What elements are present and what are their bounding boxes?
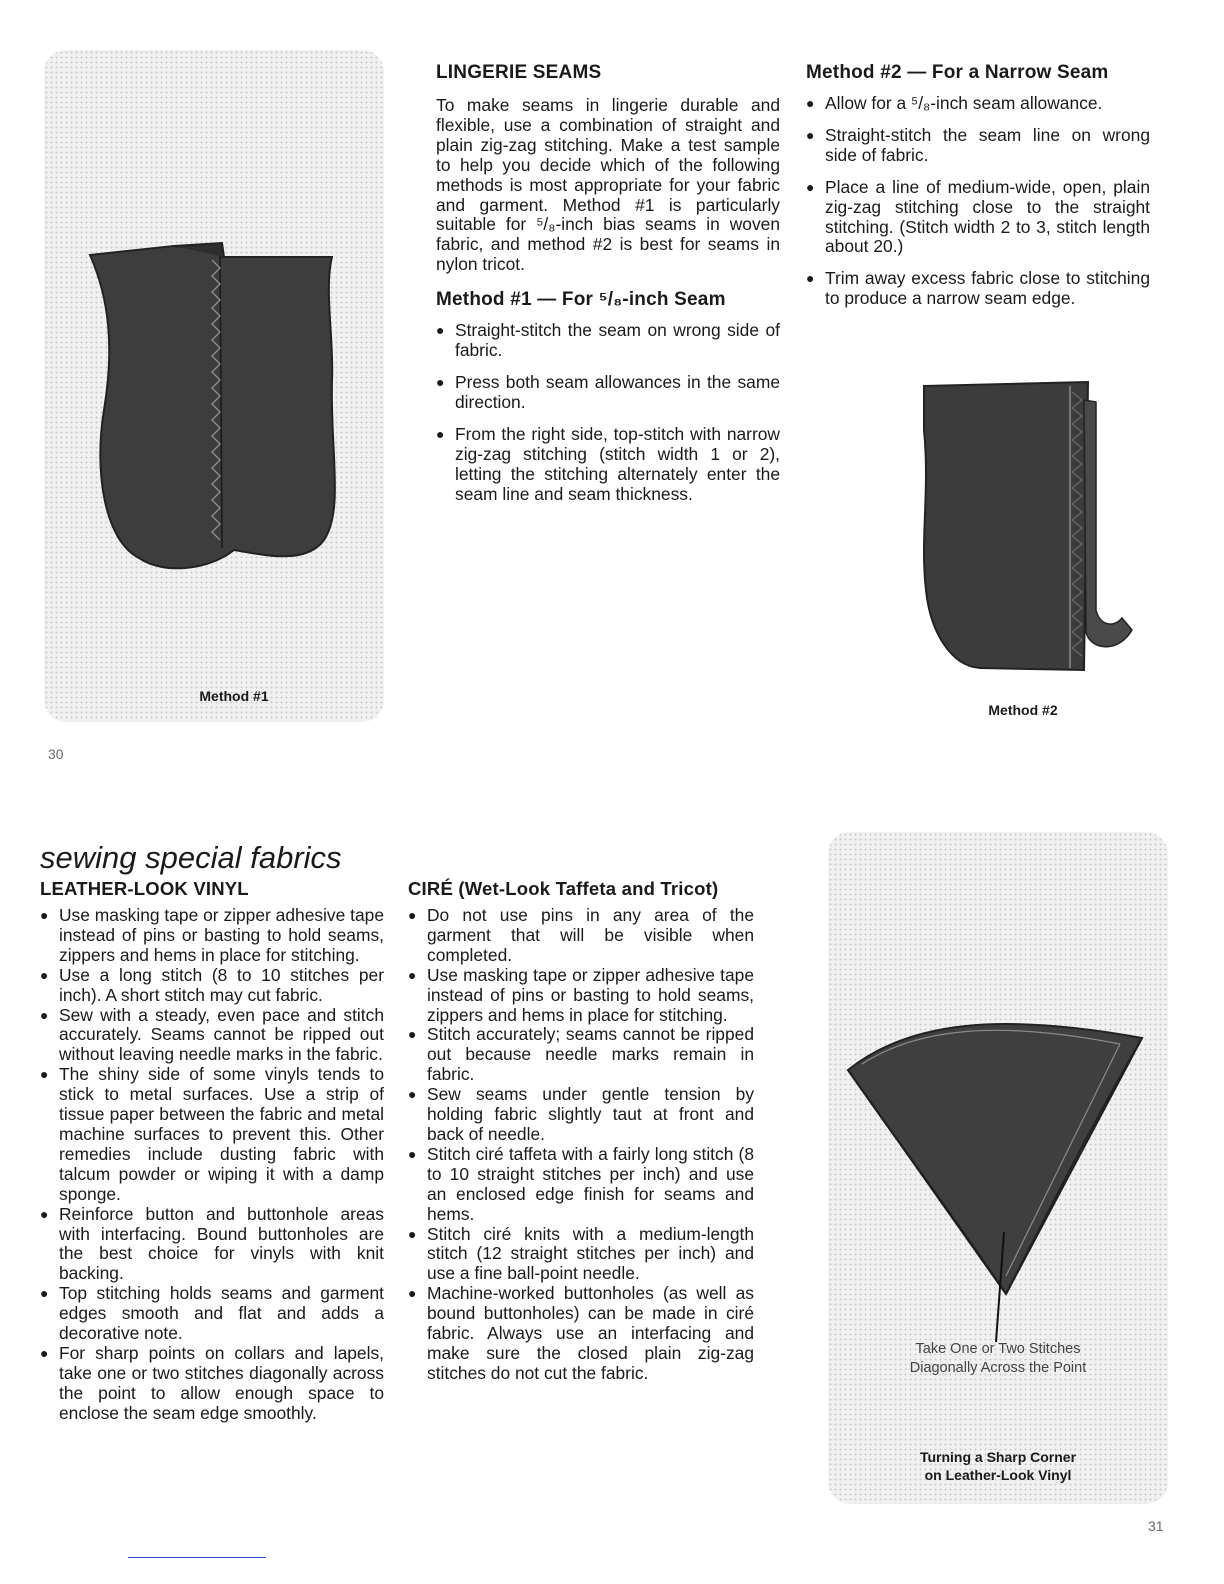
method1-heading: Method #1 — For ⁵/₈-inch Seam: [436, 289, 726, 311]
cire-section: [408, 878, 754, 1384]
method1-caption: Method #1: [199, 688, 269, 704]
page-number-30: 30: [48, 746, 64, 762]
list-item: ● Press both seam allowances in the same direction.: [436, 373, 780, 413]
list-item: ● Do not use pins in any area of the garment that will be visible when completed.: [408, 906, 754, 966]
list-item: ● Sew seams under gentle tension by holding fabric slightly taut at front and back of needle.: [408, 1085, 754, 1145]
bottom-rule: [128, 1557, 266, 1558]
list-item: ● Top stitching holds seams and garment edges smooth and flat and adds a decorative note.: [40, 1284, 384, 1344]
caption-line: on Leather-Look Vinyl: [924, 1467, 1072, 1483]
method2-fabric-illustration: [900, 370, 1150, 690]
list-item: ● From the right side, top-stitch with narrow zig-zag stitching (stitch width 1 or 2), letting the stitching alternately enter the seam line and seam thickness.: [436, 425, 780, 505]
list-item: ● Straight-stitch the seam on wrong side of fabric.: [436, 321, 780, 361]
method2-steps: [806, 94, 1150, 309]
method2-section: [806, 62, 1150, 321]
list-item: ● Reinforce button and buttonhole areas with interfacing. Bound buttonholes are the best choice for vinyls with knit backing.: [40, 1205, 384, 1285]
collar-point-illustration: [828, 832, 1168, 1504]
list-item: ● Straight-stitch the seam line on wrong side of fabric.: [806, 126, 1150, 166]
method1-steps: [436, 321, 780, 504]
list-item: ● Use masking tape or zipper adhesive tape instead of pins or basting to hold seams, zippers and hems in place for stitching.: [408, 966, 754, 1026]
list-item: ● Allow for a ⁵/₈-inch seam allowance.: [806, 94, 1150, 114]
vinyl-heading: LEATHER-LOOK VINYL: [40, 878, 249, 899]
corner-annotation: [868, 1340, 1128, 1378]
list-item: ● Sew with a steady, even pace and stitch accurately. Seams cannot be ripped out without leaving needle marks in the fabric.: [40, 1006, 384, 1066]
caption-line: Turning a Sharp Corner: [919, 1449, 1077, 1465]
page-title: sewing special fabrics: [40, 840, 342, 875]
list-item: ● Stitch ciré knits with a medium-length stitch (12 straight stitches per inch) and use a fine ball-point needle.: [408, 1225, 754, 1285]
annotation-line: Diagonally Across the Point: [909, 1360, 1087, 1376]
list-item: ● Machine-worked buttonholes (as well as bound buttonholes) can be made in ciré fabric. Always use an interfacing and make sure the closed plain zig-zag stitches do not cut the fabric.: [408, 1284, 754, 1384]
lingerie-seams-section: [436, 62, 780, 516]
sharp-corner-photo: [828, 832, 1168, 1504]
list-item: ● Use masking tape or zipper adhesive tape instead of pins or basting to hold seams, zippers and hems in place for stitching.: [40, 906, 384, 966]
list-item: ● Use a long stitch (8 to 10 stitches per inch). A short stitch may cut fabric.: [40, 966, 384, 1006]
list-item: ● The shiny side of some vinyls tends to stick to metal surfaces. Use a strip of tissue paper between the fabric and metal machine surfaces to prevent this. Other remedies include dusting fabric with talcum powder or wiping it with a damp sponge.: [40, 1065, 384, 1204]
list-item: ● Place a line of medium-wide, open, plain zig-zag stitching close to the straight stitching. (Stitch width 2 to 3, stitch length about 20.): [806, 178, 1150, 258]
list-item: ● Stitch accurately; seams cannot be ripped out because needle marks remain in fabric.: [408, 1025, 754, 1085]
cire-heading: CIRÉ (Wet-Look Taffeta and Tricot): [408, 878, 719, 899]
cire-tips: [408, 906, 754, 1384]
list-item: ● Stitch ciré taffeta with a fairly long stitch (8 to 10 straight stitches per inch) and use an enclosed edge finish for seams and hems.: [408, 1145, 754, 1225]
page-number-31: 31: [1148, 1518, 1164, 1534]
method1-photo: [44, 50, 384, 722]
vinyl-tips: [40, 906, 384, 1424]
annotation-line: Take One or Two Stitches: [915, 1341, 1081, 1357]
method2-heading: Method #2 — For a Narrow Seam: [806, 62, 1109, 83]
corner-caption: [868, 1448, 1128, 1484]
method2-caption: Method #2: [988, 702, 1058, 718]
lingerie-heading: LINGERIE SEAMS: [436, 62, 602, 83]
method1-fabric-illustration: [44, 50, 384, 722]
list-item: ● For sharp points on collars and lapels, take one or two stitches diagonally across the point to allow enough space to enclose the seam edge smoothly.: [40, 1344, 384, 1424]
vinyl-section: [40, 878, 384, 1424]
list-item: ● Trim away excess fabric close to stitching to produce a narrow seam edge.: [806, 269, 1150, 309]
lingerie-intro: To make seams in lingerie durable and flexible, use a combination of straight and plain zig-zag stitching. Make a test sample to help you decide which of the following methods is most appropriate for your fabric and garment. Method #1 is particularly suitable for ⁵/₈-inch bias seams in woven fabric, and method #2 is best for seams in nylon tricot.: [436, 95, 780, 275]
